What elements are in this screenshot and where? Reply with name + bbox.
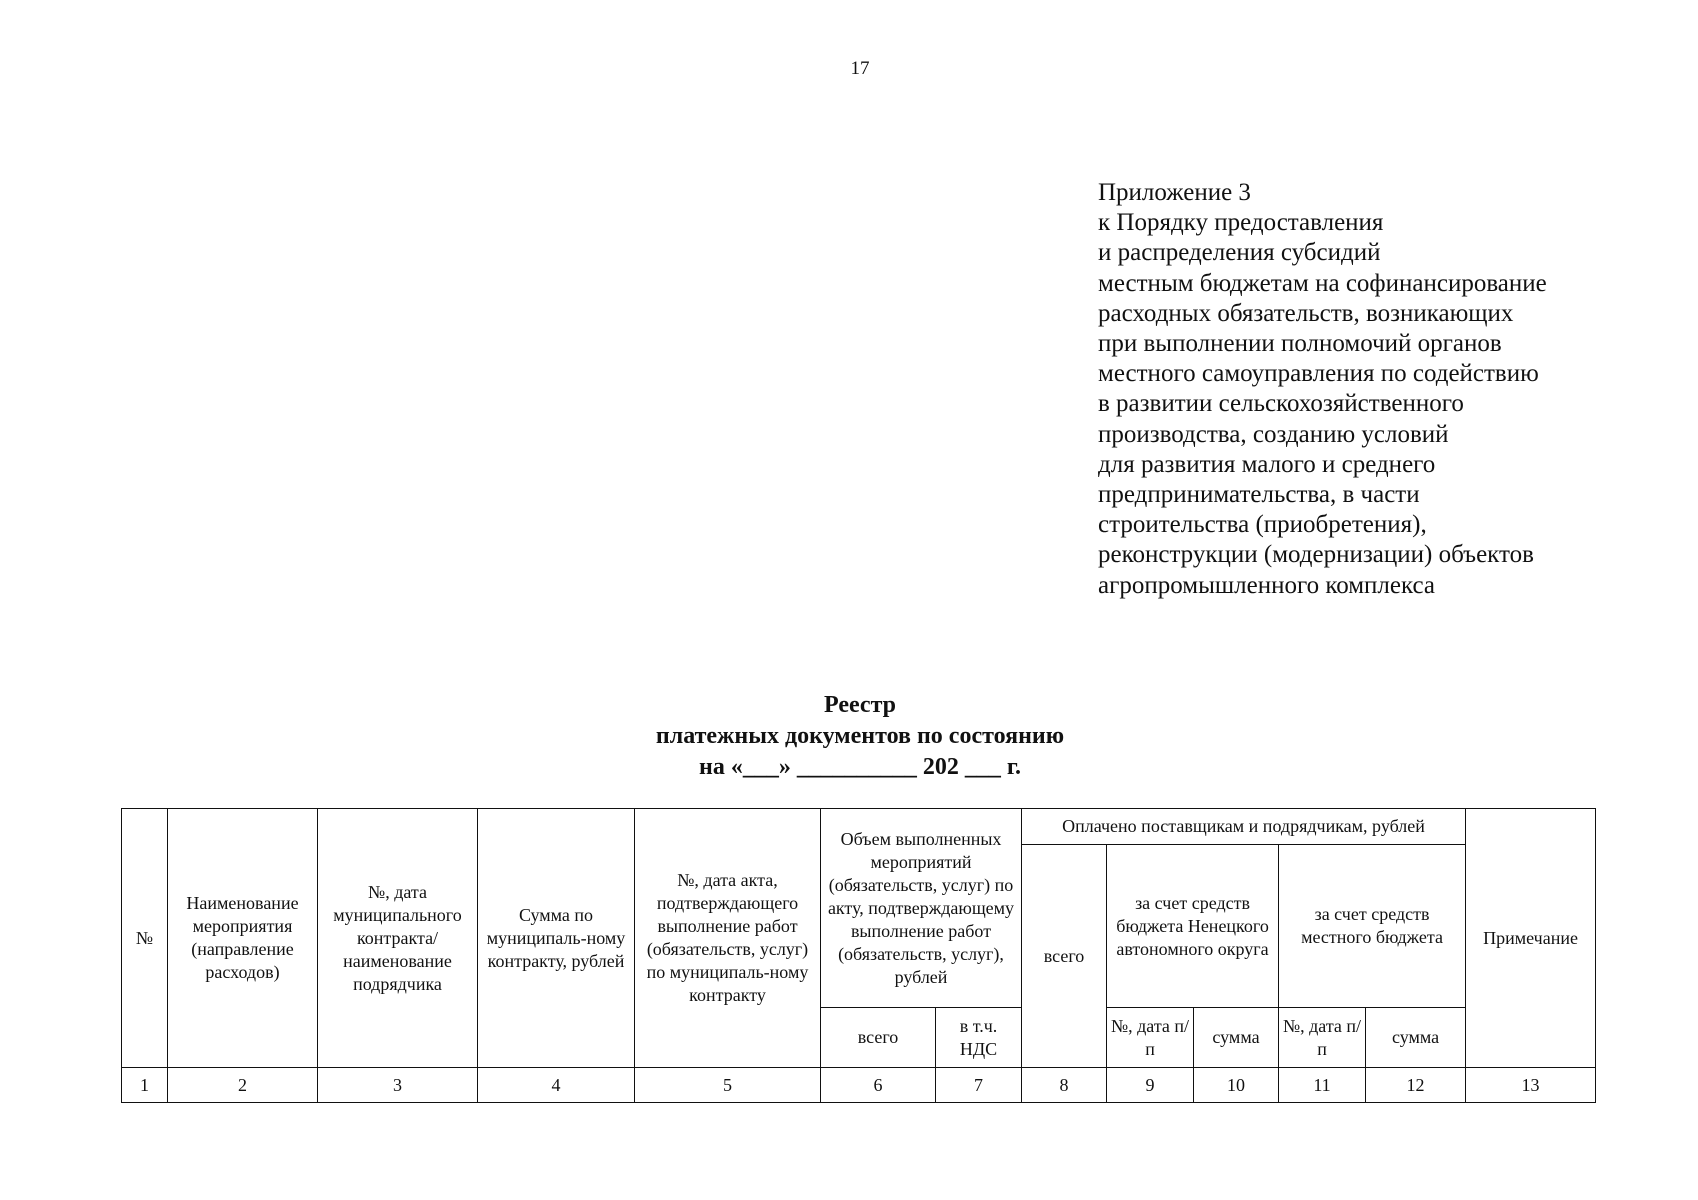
- appendix-line: расходных обязательств, возникающих: [1098, 299, 1514, 327]
- column-number: 11: [1279, 1068, 1366, 1103]
- appendix-line: и распределения субсидий: [1098, 239, 1381, 267]
- header-volume-vat: в т.ч. НДС: [936, 1008, 1022, 1068]
- column-number: 6: [821, 1068, 936, 1103]
- header-okrug-payment-doc: №, дата п/п: [1107, 1008, 1194, 1068]
- title-date-line: на «___» __________ 202 ___ г.: [698, 754, 1022, 780]
- column-number: 1: [122, 1068, 168, 1103]
- header-volume-total: всего: [821, 1008, 936, 1068]
- appendix-line: при выполнении полномочий органов: [1098, 330, 1502, 358]
- header-paid: Оплачено поставщикам и подрядчикам, рублей: [1022, 809, 1466, 845]
- appendix-line: для развития малого и среднего: [1098, 450, 1436, 478]
- appendix-line: местным бюджетам на софинансирование: [1098, 269, 1547, 297]
- appendix-line: Приложение 3: [1098, 179, 1251, 206]
- header-completed-volume: Объем выполненных мероприятий (обязательств, услуг) по акту, подтверждающему выполнение работ (обязательств, услуг), рублей: [821, 809, 1022, 1008]
- header-local-sum: сумма: [1366, 1008, 1466, 1068]
- appendix-line: предпринимательства, в части: [1098, 481, 1420, 509]
- header-okrug-budget: за счет средств бюджета Ненецкого автономного округа: [1107, 845, 1279, 1008]
- column-number: 7: [936, 1068, 1022, 1103]
- page-number: 17: [850, 58, 870, 79]
- column-number: 2: [168, 1068, 318, 1103]
- column-number: 8: [1022, 1068, 1107, 1103]
- registry-table: [121, 808, 1596, 1103]
- column-number: 13: [1466, 1068, 1596, 1103]
- appendix-line: в развитии сельскохозяйственного: [1098, 390, 1464, 418]
- header-number: №: [122, 809, 168, 1068]
- appendix-line: производства, созданию условий: [1098, 420, 1449, 448]
- column-number: 12: [1366, 1068, 1466, 1103]
- title-line-2: платежных документов по состоянию: [655, 723, 1065, 749]
- header-local-budget: за счет средств местного бюджета: [1279, 845, 1466, 1008]
- header-contract: №, дата муниципального контракта/ наименование подрядчика: [318, 809, 478, 1068]
- header-local-payment-doc: №, дата п/п: [1279, 1008, 1366, 1068]
- column-number: 3: [318, 1068, 478, 1103]
- header-paid-total: всего: [1022, 845, 1107, 1068]
- header-contract-sum: Сумма по муниципаль-ному контракту, рублей: [478, 809, 635, 1068]
- appendix-line: строительства (приобретения),: [1098, 511, 1427, 539]
- header-act: №, дата акта, подтверждающего выполнение работ (обязательств, услуг) по муниципаль-ному контракту: [635, 809, 821, 1068]
- header-note: Примечание: [1466, 809, 1596, 1068]
- appendix-line: агропромышленного комплекса: [1098, 571, 1436, 599]
- column-number: 4: [478, 1068, 635, 1103]
- column-number: 10: [1194, 1068, 1279, 1103]
- header-okrug-sum: сумма: [1194, 1008, 1279, 1068]
- appendix-line: реконструкции (модернизации) объектов: [1098, 541, 1534, 569]
- header-measure-name: Наименование мероприятия (направление расходов): [168, 809, 318, 1068]
- column-number-row: [122, 1068, 1596, 1103]
- appendix-note: [1098, 178, 1658, 601]
- column-number: 9: [1107, 1068, 1194, 1103]
- column-number: 5: [635, 1068, 821, 1103]
- title-line-1: Реестр: [823, 692, 897, 718]
- appendix-line: местного самоуправления по содействию: [1098, 360, 1539, 388]
- appendix-line: к Порядку предоставления: [1098, 209, 1384, 237]
- document-title: [620, 690, 1100, 783]
